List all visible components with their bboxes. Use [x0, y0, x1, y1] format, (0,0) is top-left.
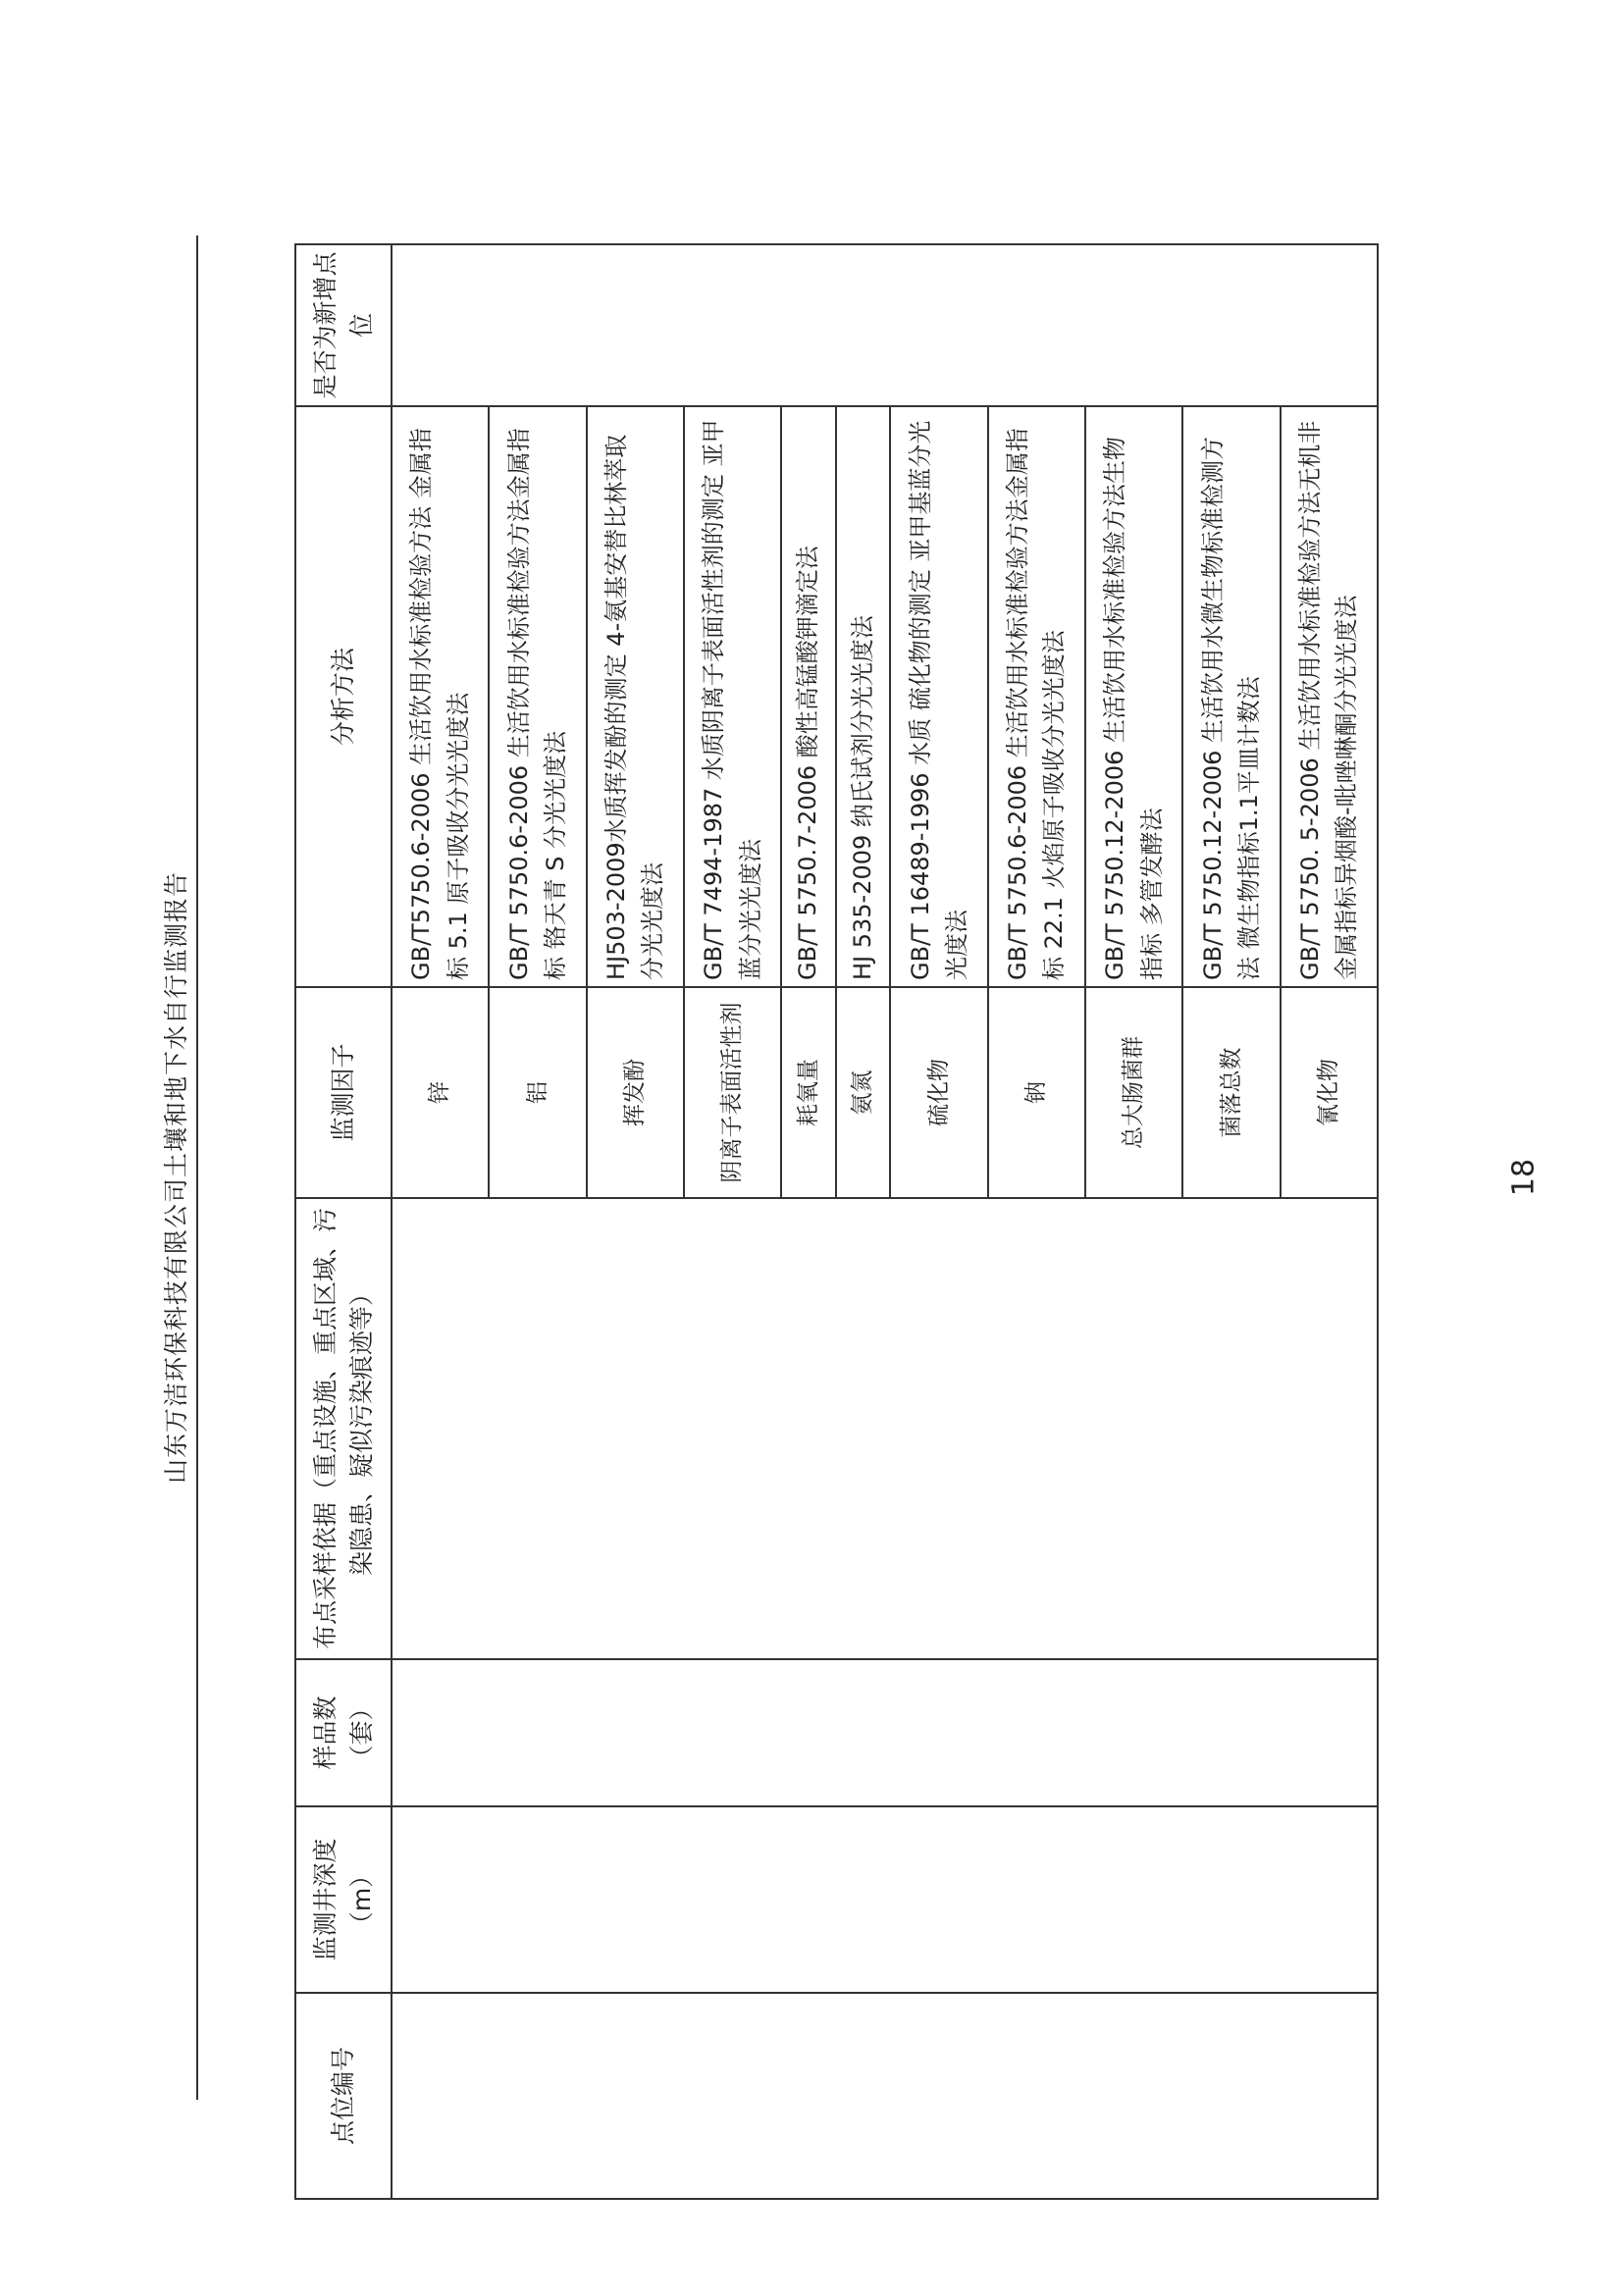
cell-factor: 铝: [489, 987, 586, 1198]
cell-point-id: [392, 1993, 1378, 2199]
header-rule: [196, 235, 198, 2100]
cell-new-point: [392, 244, 1378, 406]
col-new-point: 是否为新增点位: [295, 244, 392, 406]
col-basis: 布点采样依据（重点设施、重点区域、污染隐患、疑似污染痕迹等）: [295, 1198, 392, 1659]
cell-method: GB/T 5750.6-2006 生活饮用水标准检验方法金属指标 22.1 火焰原子吸收分光光度法: [988, 406, 1085, 987]
cell-factor: 挥发酚: [587, 987, 684, 1198]
cell-factor: 锌: [392, 987, 489, 1198]
col-sample-count: 样品数（套）: [295, 1659, 392, 1806]
cell-factor: 钠: [988, 987, 1085, 1198]
cell-factor: 硫化物: [890, 987, 987, 1198]
cell-well-depth: [392, 1806, 1378, 1993]
cell-factor: 氰化物: [1281, 987, 1378, 1198]
cell-method: GB/T 5750.12-2006 生活饮用水标准检验方法生物指标 多管发酵法: [1085, 406, 1182, 987]
page-number: 18: [1506, 1158, 1542, 1197]
cell-method: GB/T 7494-1987 水质阴离子表面活性剂的测定 亚甲蓝分光光度法: [684, 406, 781, 987]
cell-method: GB/T5750.6-2006 生活饮用水标准检验方法 金属指标 5.1 原子吸收分光光度法: [392, 406, 489, 987]
col-point-id: 点位编号: [295, 1993, 392, 2199]
cell-method: HJ503-2009水质挥发酚的测定 4-氨基安替比林萃取分光光度法: [587, 406, 684, 987]
col-well-depth: 监测井深度（m）: [295, 1806, 392, 1993]
cell-basis: [392, 1198, 1378, 1659]
table-row: [392, 244, 489, 2199]
cell-factor: 阴离子表面活性剂: [684, 987, 781, 1198]
cell-method: HJ 535-2009 纳氏试剂分光光度法: [836, 406, 891, 987]
cell-factor: 耗氧量: [781, 987, 836, 1198]
cell-method: GB/T 5750. 5-2006 生活饮用水标准检验方法无机非金属指标异烟酸-吡唑啉酮分光光度法: [1281, 406, 1378, 987]
cell-method: GB/T 5750.6-2006 生活饮用水标准检验方法金属指标 铬天青 S 分光光度法: [489, 406, 586, 987]
col-factor: 监测因子: [295, 987, 392, 1198]
cell-method: GB/T 5750.7-2006 酸性高锰酸钾滴定法: [781, 406, 836, 987]
monitoring-table: [294, 243, 1379, 2200]
cell-method: GB/T 16489-1996 水质 硫化物的测定 亚甲基蓝分光光度法: [890, 406, 987, 987]
cell-sample-count: [392, 1659, 1378, 1806]
cell-method: GB/T 5750.12-2006 生活饮用水微生物标准检测方法 微生物指标1.1平皿计数法: [1182, 406, 1280, 987]
cell-factor: 菌落总数: [1182, 987, 1280, 1198]
report-header: 山东万洁环保科技有限公司土壤和地下水自行监测报告: [162, 870, 190, 1485]
table-header-row: [295, 244, 392, 2199]
cell-factor: 氨氮: [836, 987, 891, 1198]
cell-factor: 总大肠菌群: [1085, 987, 1182, 1198]
monitoring-table-wrapper: [294, 245, 1379, 2200]
col-method: 分析方法: [295, 406, 392, 987]
